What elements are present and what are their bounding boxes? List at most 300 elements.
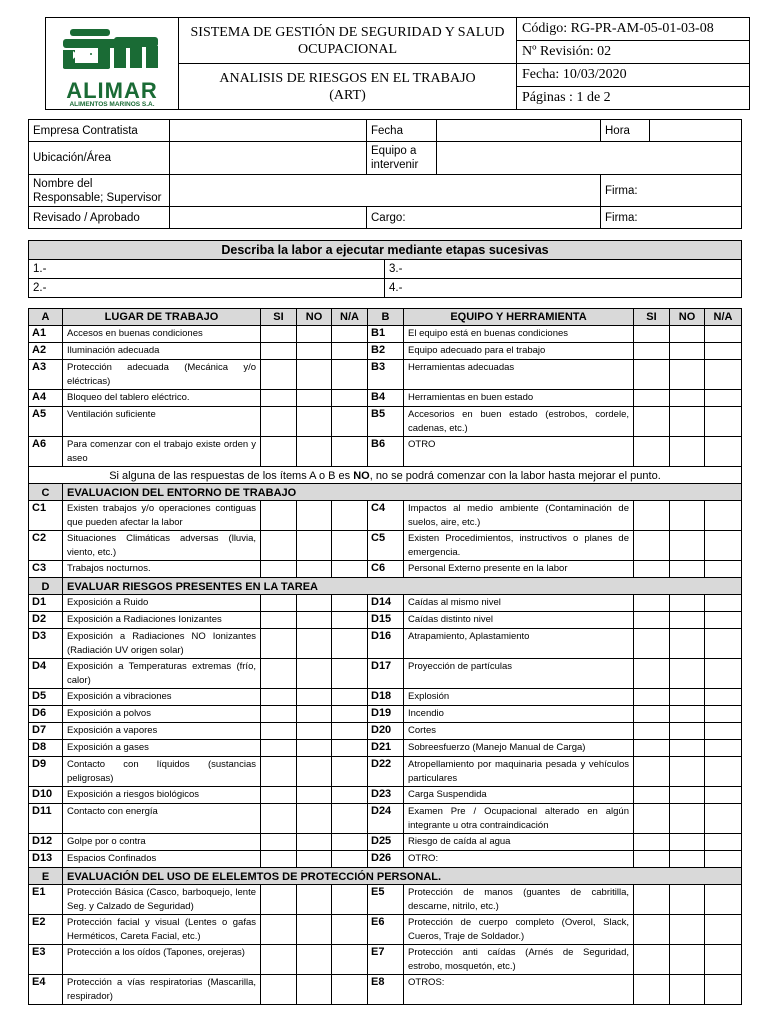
checkbox-no-c4[interactable]	[670, 501, 705, 531]
checkbox-na-b3[interactable]	[705, 360, 742, 390]
item-code-a4: A4	[29, 390, 63, 407]
checkbox-na-d2[interactable]	[332, 612, 368, 629]
checkbox-si-d11[interactable]	[261, 804, 297, 834]
item-text-d25: Riesgo de caída al agua	[404, 834, 634, 851]
section-header-c	[29, 484, 742, 501]
checkbox-na-c2[interactable]	[332, 531, 368, 561]
checklist-row	[29, 851, 742, 868]
checkbox-na-b4[interactable]	[705, 390, 742, 407]
item-text-e3: Protección a los oídos (Tapones, orejeras)	[63, 945, 261, 975]
item-code-c2: C2	[29, 531, 63, 561]
item-text-e5: Protección de manos (guantes de cabritilla, descarne, nitrilo, etc.)	[404, 885, 634, 915]
checklist-row	[29, 975, 742, 1005]
checkbox-na-d6[interactable]	[332, 706, 368, 723]
field-equipo[interactable]	[437, 142, 742, 175]
item-text-c3: Trabajos nocturnos.	[63, 561, 261, 578]
checkbox-no-d19[interactable]	[670, 706, 705, 723]
checkbox-na-c3[interactable]	[332, 561, 368, 578]
section-title: EVALUACION DEL ENTORNO DE TRABAJO	[63, 484, 742, 501]
document-header	[45, 17, 750, 110]
checkbox-si-a2[interactable]	[261, 343, 297, 360]
section-letter: C	[29, 484, 63, 501]
checkbox-na-a4[interactable]	[332, 390, 368, 407]
checkbox-no-e8[interactable]	[670, 975, 705, 1005]
checklist-row	[29, 629, 742, 659]
item-text-d12: Golpe por o contra	[63, 834, 261, 851]
item-text-d13: Espacios Confinados	[63, 851, 261, 868]
checkbox-na-d8[interactable]	[332, 740, 368, 757]
checklist-row	[29, 706, 742, 723]
checkbox-si-d18[interactable]	[634, 689, 670, 706]
checkbox-no-a2[interactable]	[297, 343, 332, 360]
checkbox-na-b1[interactable]	[705, 326, 742, 343]
checklist-row	[29, 757, 742, 787]
checkbox-na-b6[interactable]	[705, 437, 742, 467]
item-code-d20: D20	[368, 723, 404, 740]
checkbox-si-e4[interactable]	[261, 975, 297, 1005]
checkbox-no-a5[interactable]	[297, 407, 332, 437]
item-text-c1: Existen trabajos y/o operaciones contiguas que pueden afectar la labor	[63, 501, 261, 531]
item-code-e6: E6	[368, 915, 404, 945]
stages-heading: Describa la labor a ejecutar mediante etapas sucesivas	[29, 241, 742, 260]
warning-note	[29, 467, 742, 484]
checkbox-si-d19[interactable]	[634, 706, 670, 723]
item-text-d2: Exposición a Radiaciones Ionizantes	[63, 612, 261, 629]
item-code-d11: D11	[29, 804, 63, 834]
doc-pages: Páginas : 1 de 2	[517, 87, 750, 110]
item-code-e1: E1	[29, 885, 63, 915]
checkbox-si-d17[interactable]	[634, 659, 670, 689]
field-ubicacion[interactable]	[170, 142, 367, 175]
checkbox-no-d23[interactable]	[670, 787, 705, 804]
item-code-b2: B2	[368, 343, 404, 360]
checklist-row	[29, 612, 742, 629]
checkbox-na-d16[interactable]	[705, 629, 742, 659]
checkbox-na-d9[interactable]	[332, 757, 368, 787]
checkbox-na-e4[interactable]	[332, 975, 368, 1005]
checkbox-na-d20[interactable]	[705, 723, 742, 740]
section-header-d	[29, 578, 742, 595]
item-code-d10: D10	[29, 787, 63, 804]
col-header-si: SI	[261, 309, 297, 326]
checkbox-si-b4[interactable]	[634, 390, 670, 407]
checkbox-na-d21[interactable]	[705, 740, 742, 757]
col-header-na: N/A	[332, 309, 368, 326]
checkbox-no-e1[interactable]	[297, 885, 332, 915]
checkbox-no-d24[interactable]	[670, 804, 705, 834]
checkbox-si-a5[interactable]	[261, 407, 297, 437]
field-revisado[interactable]	[170, 207, 367, 229]
item-code-d2: D2	[29, 612, 63, 629]
item-text-a5: Ventilación suficiente	[63, 407, 261, 437]
item-text-b3: Herramientas adecuadas	[404, 360, 634, 390]
checkbox-si-d25[interactable]	[634, 834, 670, 851]
checkbox-no-e3[interactable]	[297, 945, 332, 975]
item-code-d26: D26	[368, 851, 404, 868]
warning-note-row	[29, 467, 742, 484]
item-text-b5: Accesorios en buen estado (estrobos, cordele, cadenas, etc.)	[404, 407, 634, 437]
section-header-e	[29, 868, 742, 885]
checklist-row	[29, 834, 742, 851]
item-text-d10: Exposición a riesgos biológicos	[63, 787, 261, 804]
checkbox-no-d11[interactable]	[297, 804, 332, 834]
checkbox-si-b2[interactable]	[634, 343, 670, 360]
checkbox-no-d12[interactable]	[297, 834, 332, 851]
checkbox-na-b5[interactable]	[705, 407, 742, 437]
item-code-d18: D18	[368, 689, 404, 706]
checkbox-si-c3[interactable]	[261, 561, 297, 578]
item-text-d17: Proyección de partículas	[404, 659, 634, 689]
checkbox-si-e6[interactable]	[634, 915, 670, 945]
checkbox-si-d1[interactable]	[261, 595, 297, 612]
item-code-e2: E2	[29, 915, 63, 945]
section-title: EVALUACIÓN DEL USO DE ELELEMTOS DE PROTECCIÓN PERSONAL.	[63, 868, 742, 885]
checkbox-na-e1[interactable]	[332, 885, 368, 915]
doc-title: ANALISIS DE RIESGOS EN EL TRABAJO (ART)	[179, 64, 517, 110]
checkbox-no-c1[interactable]	[297, 501, 332, 531]
label-ubicacion: Ubicación/Área	[29, 142, 170, 175]
checkbox-na-d4[interactable]	[332, 659, 368, 689]
work-info-table	[28, 119, 742, 229]
checkbox-si-e8[interactable]	[634, 975, 670, 1005]
checkbox-no-d13[interactable]	[297, 851, 332, 868]
checkbox-si-d22[interactable]	[634, 757, 670, 787]
checkbox-no-d2[interactable]	[297, 612, 332, 629]
doc-date: Fecha: 10/03/2020	[517, 64, 750, 87]
checkbox-na-a3[interactable]	[332, 360, 368, 390]
checkbox-no-b1[interactable]	[670, 326, 705, 343]
checkbox-no-c5[interactable]	[670, 531, 705, 561]
item-text-d20: Cortes	[404, 723, 634, 740]
item-text-b2: Equipo adecuado para el trabajo	[404, 343, 634, 360]
checkbox-no-d20[interactable]	[670, 723, 705, 740]
checkbox-na-d26[interactable]	[705, 851, 742, 868]
item-code-e5: E5	[368, 885, 404, 915]
checkbox-na-e3[interactable]	[332, 945, 368, 975]
checkbox-no-d8[interactable]	[297, 740, 332, 757]
checkbox-si-c4[interactable]	[634, 501, 670, 531]
item-code-e8: E8	[368, 975, 404, 1005]
checkbox-si-a6[interactable]	[261, 437, 297, 467]
checkbox-no-d16[interactable]	[670, 629, 705, 659]
item-text-e7: Protección anti caídas (Arnés de Seguridad, estrobo, mosquetón, etc.)	[404, 945, 634, 975]
checklist-row	[29, 804, 742, 834]
item-text-d1: Exposición a Ruido	[63, 595, 261, 612]
checkbox-na-c5[interactable]	[705, 531, 742, 561]
item-text-c5: Existen Procedimientos, instructivos o planes de emergencia.	[404, 531, 634, 561]
checklist-row	[29, 723, 742, 740]
checkbox-na-d3[interactable]	[332, 629, 368, 659]
checkbox-no-c3[interactable]	[297, 561, 332, 578]
checkbox-na-d14[interactable]	[705, 595, 742, 612]
field-fecha[interactable]	[437, 120, 601, 142]
field-empresa[interactable]	[170, 120, 367, 142]
checkbox-no-d6[interactable]	[297, 706, 332, 723]
checkbox-na-e5[interactable]	[705, 885, 742, 915]
item-text-d11: Contacto con energía	[63, 804, 261, 834]
label-empresa: Empresa Contratista	[29, 120, 170, 142]
checkbox-no-d18[interactable]	[670, 689, 705, 706]
item-code-b3: B3	[368, 360, 404, 390]
checkbox-na-c1[interactable]	[332, 501, 368, 531]
checkbox-na-e7[interactable]	[705, 945, 742, 975]
fish-icon	[73, 50, 96, 60]
checkbox-no-d26[interactable]	[670, 851, 705, 868]
field-hora[interactable]	[650, 120, 742, 142]
section-title: EVALUAR RIESGOS PRESENTES EN LA TAREA	[63, 578, 742, 595]
checkbox-si-d10[interactable]	[261, 787, 297, 804]
checkbox-si-e1[interactable]	[261, 885, 297, 915]
item-code-e7: E7	[368, 945, 404, 975]
checkbox-si-d15[interactable]	[634, 612, 670, 629]
checkbox-no-d4[interactable]	[297, 659, 332, 689]
checkbox-na-a2[interactable]	[332, 343, 368, 360]
item-text-c6: Personal Externo presente en la labor	[404, 561, 634, 578]
checkbox-si-c6[interactable]	[634, 561, 670, 578]
item-code-c4: C4	[368, 501, 404, 531]
item-text-a1: Accesos en buenas condiciones	[63, 326, 261, 343]
col-header-no: NO	[297, 309, 332, 326]
checklist-row	[29, 915, 742, 945]
risk-checklist-table	[28, 308, 742, 1005]
note-text: Si alguna de las respuestas de los ítems A o B es	[109, 469, 354, 482]
checkbox-no-d1[interactable]	[297, 595, 332, 612]
checkbox-no-d17[interactable]	[670, 659, 705, 689]
checkbox-na-d19[interactable]	[705, 706, 742, 723]
item-code-d4: D4	[29, 659, 63, 689]
company-logo	[46, 18, 179, 110]
item-text-b1: El equipo está en buenas condiciones	[404, 326, 634, 343]
checkbox-na-a1[interactable]	[332, 326, 368, 343]
checkbox-si-b6[interactable]	[634, 437, 670, 467]
checkbox-na-d13[interactable]	[332, 851, 368, 868]
checkbox-no-d10[interactable]	[297, 787, 332, 804]
item-code-b6: B6	[368, 437, 404, 467]
label-nombre-responsable: Nombre del Responsable; Supervisor	[29, 175, 170, 207]
checkbox-na-e6[interactable]	[705, 915, 742, 945]
item-code-d14: D14	[368, 595, 404, 612]
checkbox-na-d10[interactable]	[332, 787, 368, 804]
checkbox-no-e2[interactable]	[297, 915, 332, 945]
checkbox-na-d23[interactable]	[705, 787, 742, 804]
stage-1-field[interactable]: 1.-	[29, 260, 385, 279]
checkbox-no-d22[interactable]	[670, 757, 705, 787]
item-code-d15: D15	[368, 612, 404, 629]
item-code-d12: D12	[29, 834, 63, 851]
item-text-d5: Exposición a vibraciones	[63, 689, 261, 706]
item-text-b4: Herramientas en buen estado	[404, 390, 634, 407]
stage-2-field[interactable]: 2.-	[29, 279, 385, 298]
checkbox-na-a6[interactable]	[332, 437, 368, 467]
checkbox-na-d18[interactable]	[705, 689, 742, 706]
item-text-d23: Carga Suspendida	[404, 787, 634, 804]
section-letter: D	[29, 578, 63, 595]
checklist-row	[29, 501, 742, 531]
item-text-d9: Contacto con líquidos (sustancias peligrosas)	[63, 757, 261, 787]
checkbox-na-e8[interactable]	[705, 975, 742, 1005]
checkbox-no-d21[interactable]	[670, 740, 705, 757]
field-cargo[interactable]: Cargo:	[367, 207, 601, 229]
item-text-d6: Exposición a polvos	[63, 706, 261, 723]
checkbox-no-c6[interactable]	[670, 561, 705, 578]
doc-code: Código: RG-PR-AM-05-01-03-08	[517, 18, 750, 41]
item-text-d3: Exposición a Radiaciones NO Ionizantes (Radiación UV origen solar)	[63, 629, 261, 659]
checkbox-si-c5[interactable]	[634, 531, 670, 561]
checkbox-no-e6[interactable]	[670, 915, 705, 945]
checkbox-si-d8[interactable]	[261, 740, 297, 757]
checkbox-na-d24[interactable]	[705, 804, 742, 834]
checkbox-si-d9[interactable]	[261, 757, 297, 787]
item-text-c4: Impactos al medio ambiente (Contaminación de suelos, aire, etc.)	[404, 501, 634, 531]
item-code-d13: D13	[29, 851, 63, 868]
stage-3-field[interactable]: 3.-	[385, 260, 742, 279]
checklist-row	[29, 343, 742, 360]
checkbox-no-d7[interactable]	[297, 723, 332, 740]
item-text-e4: Protección a vías respiratorias (Mascarilla, respirador)	[63, 975, 261, 1005]
checkbox-no-c2[interactable]	[297, 531, 332, 561]
checkbox-si-d6[interactable]	[261, 706, 297, 723]
item-text-d19: Incendio	[404, 706, 634, 723]
checkbox-si-d14[interactable]	[634, 595, 670, 612]
item-text-e6: Protección de cuerpo completo (Overol, Slack, Cueros, Traje de Soldador.)	[404, 915, 634, 945]
checkbox-na-b2[interactable]	[705, 343, 742, 360]
checklist-row	[29, 659, 742, 689]
item-code-d22: D22	[368, 757, 404, 787]
checkbox-si-d21[interactable]	[634, 740, 670, 757]
label-revisado: Revisado / Aprobado	[29, 207, 170, 229]
item-code-d9: D9	[29, 757, 63, 787]
field-nombre-responsable[interactable]	[170, 175, 601, 207]
item-code-d5: D5	[29, 689, 63, 706]
checkbox-si-d13[interactable]	[261, 851, 297, 868]
col-header-a: A	[29, 309, 63, 326]
field-firma-responsable[interactable]: Firma:	[601, 175, 742, 207]
checkbox-na-d25[interactable]	[705, 834, 742, 851]
checkbox-si-b3[interactable]	[634, 360, 670, 390]
checkbox-no-b4[interactable]	[670, 390, 705, 407]
checkbox-na-c6[interactable]	[705, 561, 742, 578]
item-code-b4: B4	[368, 390, 404, 407]
checkbox-si-e5[interactable]	[634, 885, 670, 915]
item-text-e1: Protección Básica (Casco, barboquejo, lente Seg. y Calzado de Seguridad)	[63, 885, 261, 915]
checkbox-si-d2[interactable]	[261, 612, 297, 629]
checklist-row	[29, 407, 742, 437]
checkbox-na-c4[interactable]	[705, 501, 742, 531]
checkbox-na-d1[interactable]	[332, 595, 368, 612]
brand-tagline: ALIMENTOS MARINOS S.A.	[69, 100, 155, 108]
checkbox-si-d23[interactable]	[634, 787, 670, 804]
checkbox-si-e7[interactable]	[634, 945, 670, 975]
checkbox-si-d4[interactable]	[261, 659, 297, 689]
item-text-d7: Exposición a vapores	[63, 723, 261, 740]
checkbox-no-a6[interactable]	[297, 437, 332, 467]
checkbox-si-d20[interactable]	[634, 723, 670, 740]
item-text-e2: Protección facial y visual (Lentes o gafas Herméticos, Careta Facial, etc.)	[63, 915, 261, 945]
item-text-d8: Exposición a gases	[63, 740, 261, 757]
item-text-d16: Atrapamiento, Aplastamiento	[404, 629, 634, 659]
item-code-d21: D21	[368, 740, 404, 757]
checkbox-si-a1[interactable]	[261, 326, 297, 343]
checklist-row	[29, 595, 742, 612]
checkbox-si-c2[interactable]	[261, 531, 297, 561]
checkbox-no-a1[interactable]	[297, 326, 332, 343]
item-code-b5: B5	[368, 407, 404, 437]
checkbox-no-e7[interactable]	[670, 945, 705, 975]
item-code-c1: C1	[29, 501, 63, 531]
item-text-a4: Bloqueo del tablero eléctrico.	[63, 390, 261, 407]
checkbox-na-d11[interactable]	[332, 804, 368, 834]
item-code-d24: D24	[368, 804, 404, 834]
checkbox-na-d22[interactable]	[705, 757, 742, 787]
col-header-equipo: EQUIPO Y HERRAMIENTA	[404, 309, 634, 326]
checkbox-si-d24[interactable]	[634, 804, 670, 834]
item-code-c3: C3	[29, 561, 63, 578]
checkbox-si-c1[interactable]	[261, 501, 297, 531]
item-text-d22: Atropellamiento por maquinaria pesada y vehículos particulares	[404, 757, 634, 787]
checkbox-si-d12[interactable]	[261, 834, 297, 851]
item-text-d14: Caídas al mismo nivel	[404, 595, 634, 612]
checkbox-no-b3[interactable]	[670, 360, 705, 390]
checklist-row	[29, 740, 742, 757]
checkbox-na-d17[interactable]	[705, 659, 742, 689]
checkbox-no-e5[interactable]	[670, 885, 705, 915]
checkbox-no-d15[interactable]	[670, 612, 705, 629]
checkbox-na-d15[interactable]	[705, 612, 742, 629]
checkbox-no-b2[interactable]	[670, 343, 705, 360]
col-header-lugar: LUGAR DE TRABAJO	[63, 309, 261, 326]
checkbox-no-e4[interactable]	[297, 975, 332, 1005]
checkbox-no-b6[interactable]	[670, 437, 705, 467]
item-text-d24: Examen Pre / Ocupacional alterado en algún integrante u otra contraindicación	[404, 804, 634, 834]
checkbox-si-d5[interactable]	[261, 689, 297, 706]
checkbox-si-e3[interactable]	[261, 945, 297, 975]
stage-4-field[interactable]: 4.-	[385, 279, 742, 298]
checkbox-no-d14[interactable]	[670, 595, 705, 612]
checkbox-na-d7[interactable]	[332, 723, 368, 740]
label-equipo: Equipo a intervenir	[367, 142, 437, 175]
checkbox-si-d26[interactable]	[634, 851, 670, 868]
system-title: SISTEMA DE GESTIÓN DE SEGURIDAD Y SALUD OCUPACIONAL	[179, 18, 517, 64]
label-hora: Hora	[601, 120, 650, 142]
checkbox-na-d5[interactable]	[332, 689, 368, 706]
checkbox-no-d3[interactable]	[297, 629, 332, 659]
checkbox-no-d25[interactable]	[670, 834, 705, 851]
checkbox-si-a4[interactable]	[261, 390, 297, 407]
checkbox-no-a3[interactable]	[297, 360, 332, 390]
checkbox-no-d5[interactable]	[297, 689, 332, 706]
checkbox-na-e2[interactable]	[332, 915, 368, 945]
checkbox-si-e2[interactable]	[261, 915, 297, 945]
note-emphasis: NO	[353, 469, 370, 482]
checkbox-si-a3[interactable]	[261, 360, 297, 390]
checkbox-na-d12[interactable]	[332, 834, 368, 851]
checkbox-si-b1[interactable]	[634, 326, 670, 343]
brand-name: ALIMAR	[66, 77, 158, 103]
item-text-d4: Exposición a Temperaturas extremas (frío, calor)	[63, 659, 261, 689]
field-firma-aprobado[interactable]: Firma:	[601, 207, 742, 229]
checkbox-si-d3[interactable]	[261, 629, 297, 659]
checkbox-na-a5[interactable]	[332, 407, 368, 437]
item-code-d17: D17	[368, 659, 404, 689]
checkbox-no-a4[interactable]	[297, 390, 332, 407]
checklist-row	[29, 689, 742, 706]
checkbox-no-b5[interactable]	[670, 407, 705, 437]
checklist-row	[29, 561, 742, 578]
checkbox-si-d16[interactable]	[634, 629, 670, 659]
checkbox-si-b5[interactable]	[634, 407, 670, 437]
checkbox-no-d9[interactable]	[297, 757, 332, 787]
checkbox-si-d7[interactable]	[261, 723, 297, 740]
